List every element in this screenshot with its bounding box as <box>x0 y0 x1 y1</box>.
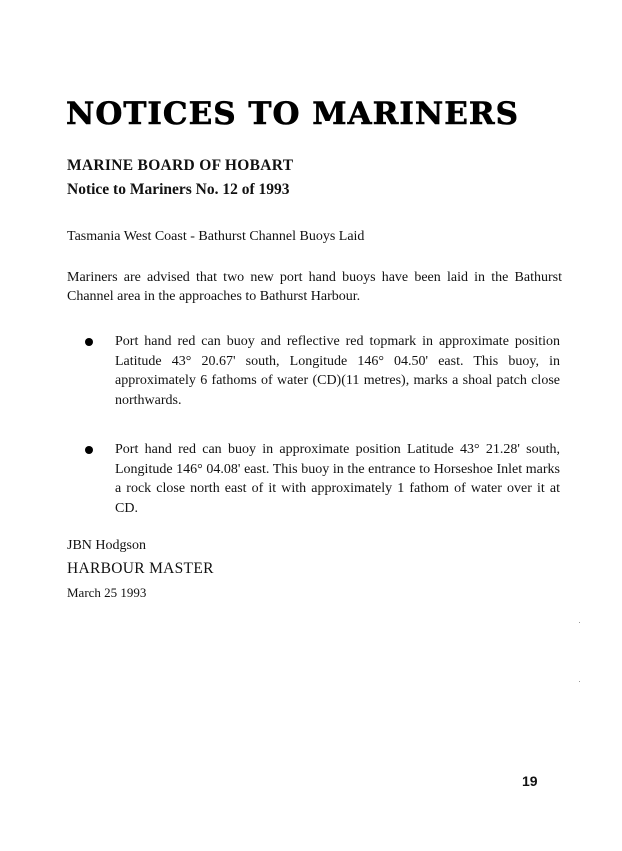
buoy-list <box>80 332 560 548</box>
notice-date: March 25 1993 <box>67 585 147 600</box>
bullet-icon <box>85 446 93 454</box>
list-item <box>80 440 560 518</box>
signer-position: HARBOUR MASTER <box>67 560 214 577</box>
buoy-description: Port hand red can buoy and reflective red topmark in approximate position Latitude 43° 20.67' south, Longitude 146° 04.50' east. This buoy, in approximately 6 fathoms of water (CD)(11 metres), marks a shoal patch close northwards. <box>115 334 560 408</box>
issuing-authority: MARINE BOARD OF HOBART <box>67 157 294 174</box>
page-title: NOTICES TO MARINERS <box>66 96 519 132</box>
buoy-description: Port hand red can buoy in approximate position Latitude 43° 21.28' south, Longitude 146° 04.08' east. This buoy in the entrance to Horseshoe Inlet marks a rock close north east of it with approximately 1 fathom of water over it at CD. <box>115 442 560 516</box>
notice-number: Notice to Mariners No. 12 of 1993 <box>67 181 290 198</box>
scan-speck <box>579 622 580 623</box>
scan-speck <box>579 681 580 682</box>
intro-paragraph: Mariners are advised that two new port hand buoys have been laid in the Bathurst Channel area in the approaches to Bathurst Harbour. <box>67 270 562 304</box>
bullet-icon <box>85 338 93 346</box>
notice-subject: Tasmania West Coast - Bathurst Channel Buoys Laid <box>67 229 365 244</box>
page-number: 19 <box>522 773 538 789</box>
list-item <box>80 332 560 410</box>
signer-name: JBN Hodgson <box>67 538 146 553</box>
